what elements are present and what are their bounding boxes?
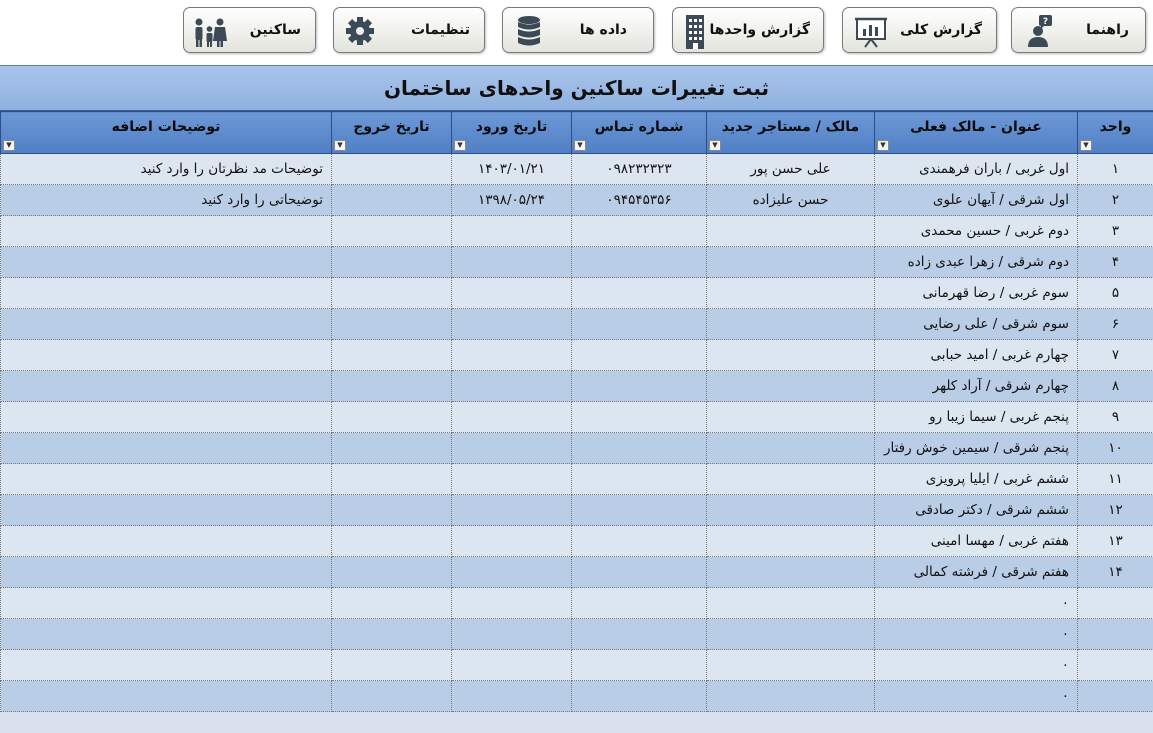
new-owner-cell[interactable] bbox=[707, 247, 875, 278]
new-owner-cell[interactable] bbox=[707, 309, 875, 340]
entry-date-cell[interactable] bbox=[452, 650, 572, 681]
table-row bbox=[1, 650, 1153, 681]
new-owner-cell[interactable] bbox=[707, 216, 875, 247]
new-owner-cell[interactable] bbox=[707, 402, 875, 433]
phone-cell[interactable] bbox=[572, 247, 707, 278]
header-phone[interactable] bbox=[572, 112, 707, 154]
general-report-button[interactable] bbox=[842, 7, 997, 53]
exit-date-cell[interactable] bbox=[332, 185, 452, 216]
new-owner-cell[interactable] bbox=[707, 495, 875, 526]
phone-cell[interactable] bbox=[572, 557, 707, 588]
unit-cell[interactable] bbox=[1078, 650, 1153, 681]
unit-cell[interactable]: ۸ bbox=[1078, 371, 1153, 402]
notes-cell[interactable] bbox=[1, 278, 332, 309]
header-exit-date[interactable] bbox=[332, 112, 452, 154]
filter-dropdown-icon[interactable]: ▼ bbox=[454, 140, 466, 151]
current-owner-cell[interactable]: سوم شرقی / علی رضایی bbox=[875, 309, 1078, 340]
exit-date-cell[interactable] bbox=[332, 681, 452, 712]
sheet-title: ثبت تغییرات ساکنین واحدهای ساختمان bbox=[0, 66, 1153, 111]
entry-date-cell[interactable] bbox=[452, 619, 572, 650]
table-row bbox=[1, 185, 1153, 216]
new-owner-cell[interactable] bbox=[707, 526, 875, 557]
database-icon bbox=[511, 13, 547, 49]
header-phone-label: شماره تماس bbox=[595, 119, 684, 135]
unit-cell[interactable]: ۱۰ bbox=[1078, 433, 1153, 464]
filter-dropdown-icon[interactable]: ▼ bbox=[574, 140, 586, 151]
entry-date-cell[interactable] bbox=[452, 526, 572, 557]
header-entry-label: تاریخ ورود bbox=[476, 119, 547, 135]
table-row bbox=[1, 588, 1153, 619]
current-owner-cell[interactable]: چهارم غربی / امید حبابی bbox=[875, 340, 1078, 371]
new-owner-cell[interactable] bbox=[707, 340, 875, 371]
entry-date-cell[interactable] bbox=[452, 371, 572, 402]
table-row bbox=[1, 681, 1153, 712]
new-owner-cell[interactable] bbox=[707, 619, 875, 650]
phone-cell[interactable] bbox=[572, 526, 707, 557]
filter-dropdown-icon[interactable]: ▼ bbox=[3, 140, 15, 151]
notes-cell[interactable] bbox=[1, 557, 332, 588]
family-icon bbox=[192, 13, 228, 49]
phone-cell[interactable] bbox=[572, 340, 707, 371]
header-entry-date[interactable] bbox=[452, 112, 572, 154]
entry-date-cell[interactable] bbox=[452, 588, 572, 619]
phone-cell[interactable] bbox=[572, 681, 707, 712]
table-row bbox=[1, 154, 1153, 185]
table-row bbox=[1, 433, 1153, 464]
unit-cell[interactable]: ۱۲ bbox=[1078, 495, 1153, 526]
notes-cell[interactable] bbox=[1, 402, 332, 433]
units-report-button[interactable] bbox=[672, 7, 824, 53]
gear-icon bbox=[342, 13, 378, 49]
current-owner-cell[interactable]: ششم غربی / ایلیا پرویزی bbox=[875, 464, 1078, 495]
filter-dropdown-icon[interactable]: ▼ bbox=[709, 140, 721, 151]
header-unit-label: واحد bbox=[1100, 119, 1132, 135]
new-owner-cell[interactable] bbox=[707, 557, 875, 588]
unit-cell[interactable] bbox=[1078, 619, 1153, 650]
unit-cell[interactable]: ۷ bbox=[1078, 340, 1153, 371]
current-owner-cell[interactable]: چهارم شرقی / آراد کلهر bbox=[875, 371, 1078, 402]
notes-cell[interactable] bbox=[1, 309, 332, 340]
new-owner-cell[interactable]: علی حسن پور bbox=[707, 154, 875, 185]
help-button[interactable] bbox=[1011, 7, 1146, 53]
entry-date-cell[interactable] bbox=[452, 216, 572, 247]
unit-cell[interactable]: ۱ bbox=[1078, 154, 1153, 185]
entry-date-cell[interactable] bbox=[452, 495, 572, 526]
exit-date-cell[interactable] bbox=[332, 433, 452, 464]
current-owner-cell[interactable]: ۰ bbox=[875, 588, 1078, 619]
entry-date-cell[interactable] bbox=[452, 340, 572, 371]
current-owner-cell[interactable]: ۰ bbox=[875, 650, 1078, 681]
table-row bbox=[1, 278, 1153, 309]
exit-date-cell[interactable] bbox=[332, 619, 452, 650]
settings-button[interactable] bbox=[333, 7, 485, 53]
exit-date-cell[interactable] bbox=[332, 216, 452, 247]
current-owner-cell[interactable]: اول غربی / باران فرهمندی bbox=[875, 154, 1078, 185]
table-row bbox=[1, 464, 1153, 495]
table-body bbox=[1, 154, 1153, 712]
phone-cell[interactable] bbox=[572, 309, 707, 340]
header-new-owner-label: مالک / مستاجر جدید bbox=[722, 119, 859, 135]
exit-date-cell[interactable] bbox=[332, 247, 452, 278]
current-owner-cell[interactable]: دوم غربی / حسین محمدی bbox=[875, 216, 1078, 247]
header-current-owner[interactable] bbox=[875, 112, 1078, 154]
presentation-chart-icon bbox=[853, 13, 889, 49]
table-row bbox=[1, 340, 1153, 371]
help-user-icon bbox=[1024, 13, 1060, 49]
notes-cell[interactable]: توضیحات مد نظرتان را وارد کنید bbox=[1, 154, 332, 185]
current-owner-cell[interactable]: سوم غربی / رضا قهرمانی bbox=[875, 278, 1078, 309]
svg-text:?: ? bbox=[1043, 17, 1048, 27]
phone-cell[interactable] bbox=[572, 216, 707, 247]
phone-cell[interactable] bbox=[572, 650, 707, 681]
unit-cell[interactable]: ۴ bbox=[1078, 247, 1153, 278]
table-row bbox=[1, 309, 1153, 340]
entry-date-cell[interactable] bbox=[452, 309, 572, 340]
header-unit[interactable] bbox=[1078, 112, 1153, 154]
notes-cell[interactable] bbox=[1, 681, 332, 712]
unit-cell[interactable] bbox=[1078, 681, 1153, 712]
entry-date-cell[interactable] bbox=[452, 402, 572, 433]
general-report-button-label: گزارش کلی bbox=[900, 22, 982, 38]
current-owner-cell[interactable]: پنجم غربی / سیما زیبا رو bbox=[875, 402, 1078, 433]
table-header-row bbox=[1, 112, 1153, 154]
current-owner-cell[interactable]: هفتم غربی / مهسا امینی bbox=[875, 526, 1078, 557]
unit-cell[interactable]: ۲ bbox=[1078, 185, 1153, 216]
unit-cell[interactable]: ۳ bbox=[1078, 216, 1153, 247]
new-owner-cell[interactable] bbox=[707, 588, 875, 619]
phone-cell[interactable] bbox=[572, 402, 707, 433]
notes-cell[interactable] bbox=[1, 495, 332, 526]
building-icon bbox=[677, 13, 713, 49]
new-owner-cell[interactable] bbox=[707, 371, 875, 402]
phone-cell[interactable] bbox=[572, 433, 707, 464]
header-owner-label: عنوان - مالک فعلی bbox=[910, 119, 1042, 135]
exit-date-cell[interactable] bbox=[332, 588, 452, 619]
phone-cell[interactable] bbox=[572, 619, 707, 650]
table-row bbox=[1, 247, 1153, 278]
phone-cell[interactable] bbox=[572, 588, 707, 619]
current-owner-cell[interactable]: دوم شرقی / زهرا عبدی زاده bbox=[875, 247, 1078, 278]
exit-date-cell[interactable] bbox=[332, 340, 452, 371]
table-row bbox=[1, 371, 1153, 402]
header-notes[interactable] bbox=[1, 112, 332, 154]
help-button-label: راهنما bbox=[1086, 22, 1129, 38]
exit-date-cell[interactable] bbox=[332, 650, 452, 681]
current-owner-cell[interactable]: پنجم شرقی / سیمین خوش رفتار bbox=[875, 433, 1078, 464]
header-exit-label: تاریخ خروج bbox=[353, 119, 429, 135]
unit-cell[interactable]: ۵ bbox=[1078, 278, 1153, 309]
residents-button-label: ساکنین bbox=[250, 22, 301, 38]
header-new-owner[interactable] bbox=[707, 112, 875, 154]
exit-date-cell[interactable] bbox=[332, 526, 452, 557]
notes-cell[interactable] bbox=[1, 216, 332, 247]
unit-cell[interactable]: ۶ bbox=[1078, 309, 1153, 340]
spreadsheet bbox=[0, 65, 1153, 733]
new-owner-cell[interactable] bbox=[707, 650, 875, 681]
phone-cell[interactable]: ۰۹۸۲۳۲۳۲۳ bbox=[572, 154, 707, 185]
filter-dropdown-icon[interactable]: ▼ bbox=[877, 140, 889, 151]
current-owner-cell[interactable]: ۰ bbox=[875, 681, 1078, 712]
exit-date-cell[interactable] bbox=[332, 464, 452, 495]
filter-dropdown-icon[interactable]: ▼ bbox=[1080, 140, 1092, 151]
entry-date-cell[interactable]: ۱۴۰۳/۰۱/۲۱ bbox=[452, 154, 572, 185]
entry-date-cell[interactable] bbox=[452, 464, 572, 495]
phone-cell[interactable] bbox=[572, 495, 707, 526]
exit-date-cell[interactable] bbox=[332, 402, 452, 433]
notes-cell[interactable] bbox=[1, 247, 332, 278]
entry-date-cell[interactable]: ۱۳۹۸/۰۵/۲۴ bbox=[452, 185, 572, 216]
current-owner-cell[interactable]: هفتم شرقی / فرشته کمالی bbox=[875, 557, 1078, 588]
table-row bbox=[1, 619, 1153, 650]
units-report-button-label: گزارش واحدها bbox=[709, 22, 810, 38]
exit-date-cell[interactable] bbox=[332, 278, 452, 309]
new-owner-cell[interactable] bbox=[707, 464, 875, 495]
notes-cell[interactable] bbox=[1, 464, 332, 495]
data-button-label: داده ها bbox=[580, 22, 627, 38]
unit-cell[interactable]: ۱۱ bbox=[1078, 464, 1153, 495]
table-row bbox=[1, 557, 1153, 588]
exit-date-cell[interactable] bbox=[332, 371, 452, 402]
notes-cell[interactable] bbox=[1, 588, 332, 619]
current-owner-cell[interactable]: ششم شرقی / دکتر صادقی bbox=[875, 495, 1078, 526]
table-row bbox=[1, 526, 1153, 557]
filter-dropdown-icon[interactable]: ▼ bbox=[334, 140, 346, 151]
notes-cell[interactable] bbox=[1, 371, 332, 402]
notes-cell[interactable] bbox=[1, 619, 332, 650]
table-row bbox=[1, 495, 1153, 526]
phone-cell[interactable] bbox=[572, 464, 707, 495]
current-owner-cell[interactable]: ۰ bbox=[875, 619, 1078, 650]
unit-cell[interactable]: ۱۴ bbox=[1078, 557, 1153, 588]
exit-date-cell[interactable] bbox=[332, 495, 452, 526]
exit-date-cell[interactable] bbox=[332, 309, 452, 340]
exit-date-cell[interactable] bbox=[332, 557, 452, 588]
residents-button[interactable] bbox=[183, 7, 316, 53]
current-owner-cell[interactable]: اول شرقی / آیهان علوی bbox=[875, 185, 1078, 216]
settings-button-label: تنظیمات bbox=[411, 22, 470, 38]
unit-cell[interactable] bbox=[1078, 588, 1153, 619]
phone-cell[interactable] bbox=[572, 278, 707, 309]
notes-cell[interactable]: توضیحاتی را وارد کنید bbox=[1, 185, 332, 216]
unit-cell[interactable]: ۹ bbox=[1078, 402, 1153, 433]
phone-cell[interactable]: ۰۹۴۵۴۵۳۵۶ bbox=[572, 185, 707, 216]
exit-date-cell[interactable] bbox=[332, 154, 452, 185]
new-owner-cell[interactable]: حسن علیزاده bbox=[707, 185, 875, 216]
new-owner-cell[interactable] bbox=[707, 433, 875, 464]
entry-date-cell[interactable] bbox=[452, 433, 572, 464]
phone-cell[interactable] bbox=[572, 371, 707, 402]
unit-cell[interactable]: ۱۳ bbox=[1078, 526, 1153, 557]
table-row bbox=[1, 402, 1153, 433]
residents-table bbox=[0, 111, 1153, 712]
entry-date-cell[interactable] bbox=[452, 278, 572, 309]
toolbar bbox=[0, 0, 1153, 66]
notes-cell[interactable] bbox=[1, 340, 332, 371]
entry-date-cell[interactable] bbox=[452, 247, 572, 278]
notes-cell[interactable] bbox=[1, 526, 332, 557]
header-notes-label: توضیحات اضافه bbox=[112, 119, 221, 135]
new-owner-cell[interactable] bbox=[707, 681, 875, 712]
new-owner-cell[interactable] bbox=[707, 278, 875, 309]
table-row bbox=[1, 216, 1153, 247]
notes-cell[interactable] bbox=[1, 650, 332, 681]
notes-cell[interactable] bbox=[1, 433, 332, 464]
data-button[interactable] bbox=[502, 7, 654, 53]
entry-date-cell[interactable] bbox=[452, 681, 572, 712]
entry-date-cell[interactable] bbox=[452, 557, 572, 588]
